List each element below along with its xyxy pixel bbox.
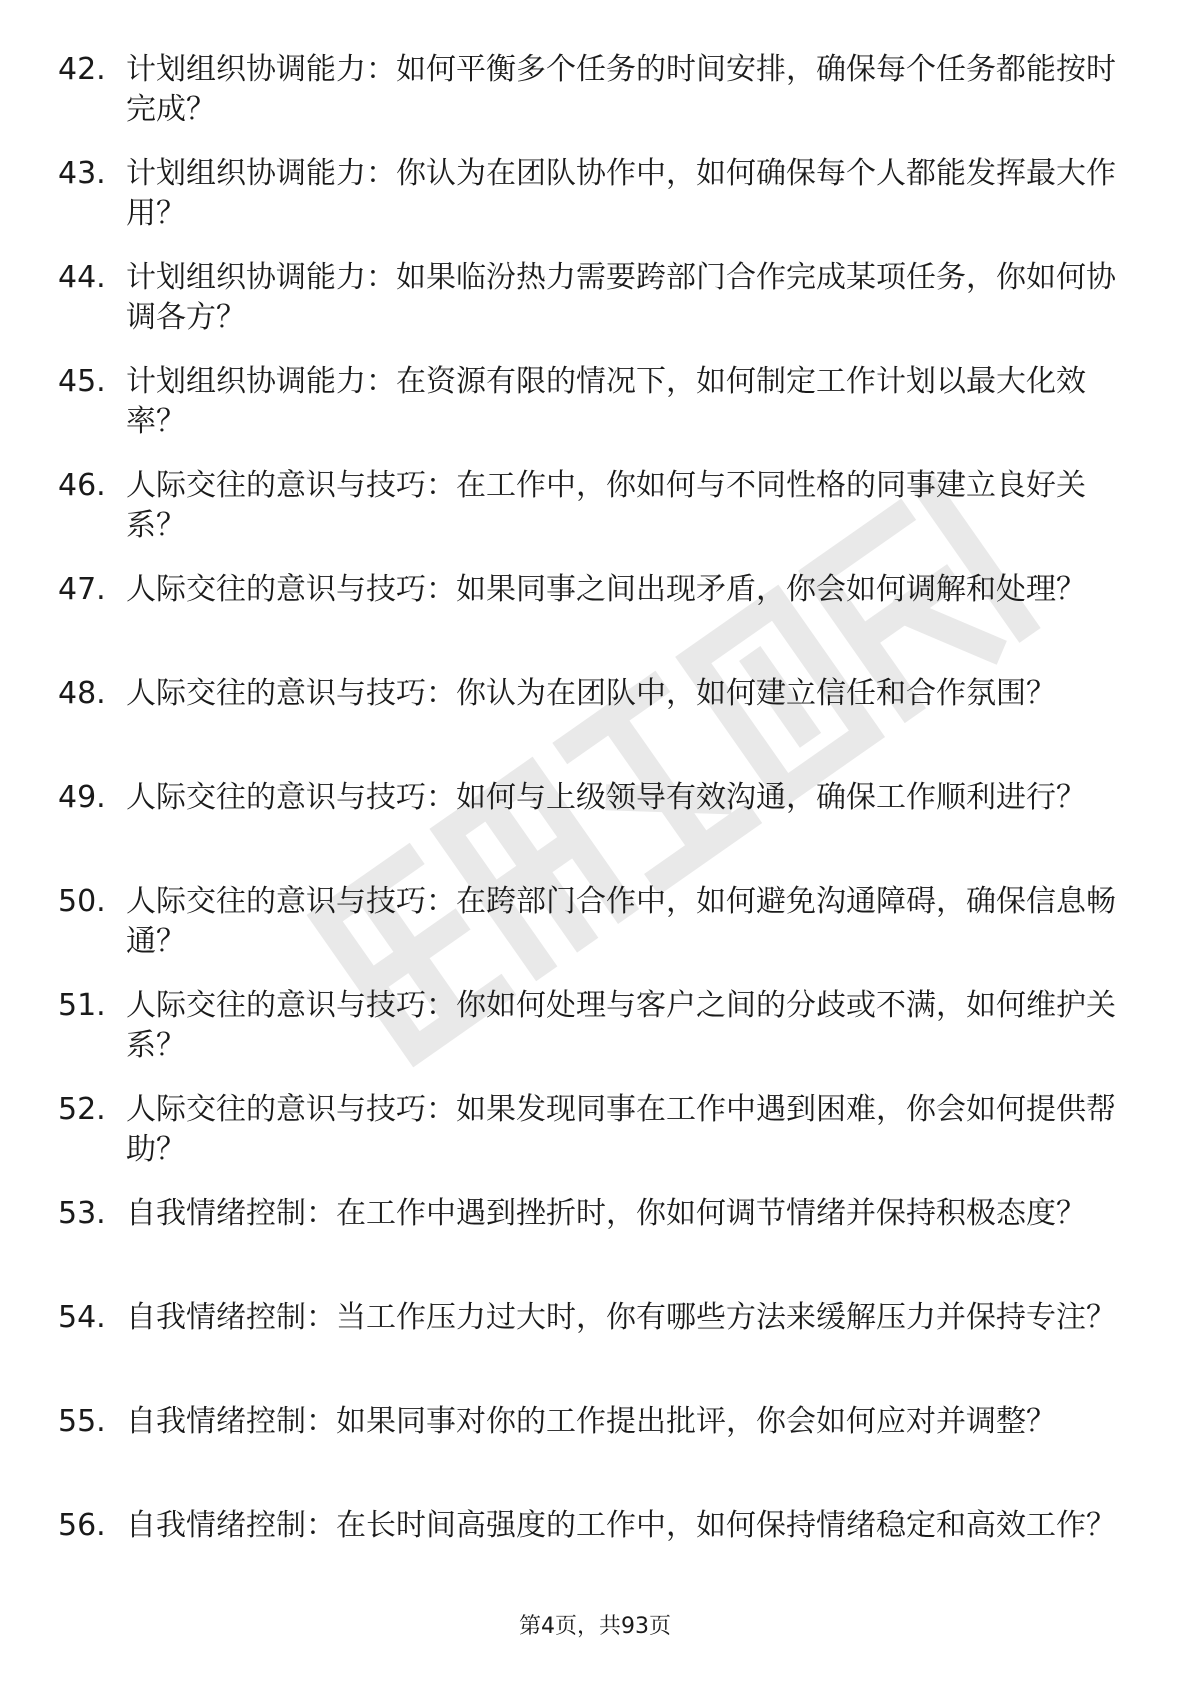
list-item — [58, 1506, 1118, 1610]
question-text: 人际交往的意识与技巧：在工作中，你如何与不同性格的同事建立良好关系？ — [126, 468, 1086, 543]
list-item — [58, 986, 1118, 1090]
page-number-footer: 第4页，共93页 — [519, 1614, 671, 1639]
question-number: 42. — [58, 52, 106, 87]
list-item — [58, 1194, 1118, 1298]
question-number: 55. — [58, 1404, 106, 1439]
list-item — [58, 50, 1118, 154]
list-item — [58, 674, 1118, 778]
question-number: 52. — [58, 1092, 106, 1127]
question-text: 计划组织协调能力：你认为在团队协作中，如何确保每个人都能发挥最大作用？ — [126, 156, 1116, 231]
question-number: 46. — [58, 468, 106, 503]
question-number: 45. — [58, 364, 106, 399]
list-item — [58, 778, 1118, 882]
question-number: 43. — [58, 156, 106, 191]
list-item — [58, 570, 1118, 674]
list-item — [58, 1402, 1118, 1506]
list-item — [58, 362, 1118, 466]
question-number: 53. — [58, 1196, 106, 1231]
question-number: 56. — [58, 1508, 106, 1543]
list-item — [58, 1090, 1118, 1194]
question-list — [58, 50, 1118, 1610]
question-text: 人际交往的意识与技巧：如果发现同事在工作中遇到困难，你会如何提供帮助？ — [126, 1092, 1116, 1167]
list-item — [58, 154, 1118, 258]
question-number: 49. — [58, 780, 106, 815]
list-item — [58, 258, 1118, 362]
list-item — [58, 1298, 1118, 1402]
question-text: 人际交往的意识与技巧：你认为在团队中，如何建立信任和合作氛围？ — [126, 676, 1056, 711]
question-number: 54. — [58, 1300, 106, 1335]
question-number: 44. — [58, 260, 106, 295]
question-text: 计划组织协调能力：如果临汾热力需要跨部门合作完成某项任务，你如何协调各方？ — [126, 260, 1116, 335]
question-text: 计划组织协调能力：如何平衡多个任务的时间安排，确保每个任务都能按时完成？ — [126, 52, 1116, 127]
question-number: 51. — [58, 988, 106, 1023]
question-text: 人际交往的意识与技巧：如何与上级领导有效沟通，确保工作顺利进行？ — [126, 780, 1086, 815]
question-text: 自我情绪控制：如果同事对你的工作提出批评，你会如何应对并调整？ — [126, 1404, 1056, 1439]
question-text: 自我情绪控制：当工作压力过大时，你有哪些方法来缓解压力并保持专注？ — [126, 1300, 1116, 1335]
question-text: 自我情绪控制：在长时间高强度的工作中，如何保持情绪稳定和高效工作？ — [126, 1508, 1116, 1543]
question-text: 自我情绪控制：在工作中遇到挫折时，你如何调节情绪并保持积极态度？ — [126, 1196, 1086, 1231]
list-item — [58, 466, 1118, 570]
question-number: 50. — [58, 884, 106, 919]
question-text: 人际交往的意识与技巧：你如何处理与客户之间的分歧或不满，如何维护关系？ — [126, 988, 1116, 1063]
question-text: 计划组织协调能力：在资源有限的情况下，如何制定工作计划以最大化效率？ — [126, 364, 1086, 439]
question-text: 人际交往的意识与技巧：在跨部门合作中，如何避免沟通障碍，确保信息畅通？ — [126, 884, 1116, 959]
question-number: 47. — [58, 572, 106, 607]
question-number: 48. — [58, 676, 106, 711]
question-text: 人际交往的意识与技巧：如果同事之间出现矛盾，你会如何调解和处理？ — [126, 572, 1086, 607]
list-item — [58, 882, 1118, 986]
